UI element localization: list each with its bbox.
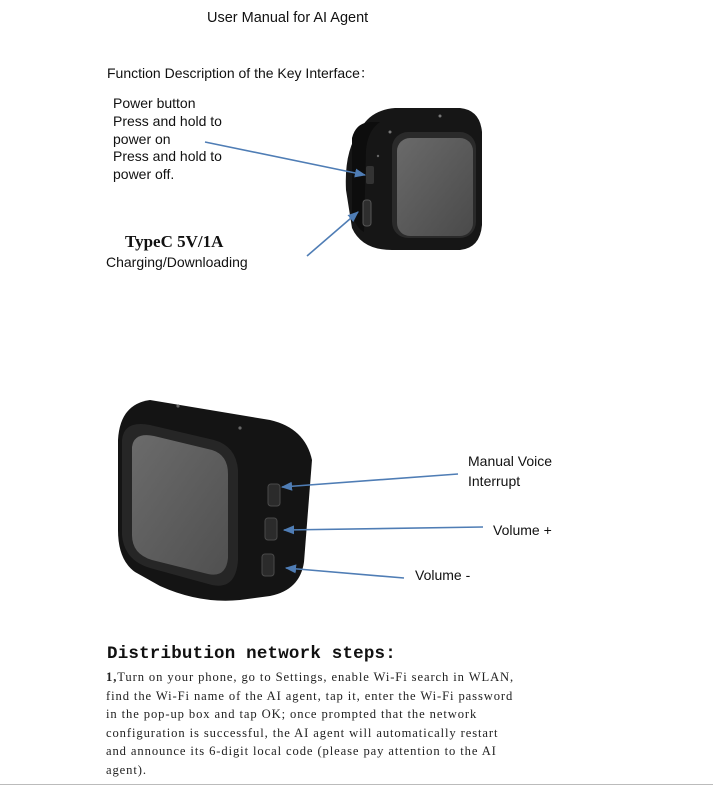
page-title: User Manual for AI Agent — [207, 10, 369, 26]
device-top-image — [346, 108, 482, 250]
power-label-line: Press and hold to — [113, 148, 222, 165]
arrow-power-button — [205, 142, 365, 175]
steps-heading: Distribution network steps: — [107, 644, 396, 664]
power-label-line: Press and hold to — [113, 112, 222, 129]
step-text: Turn on your phone, go to Settings, enable Wi-Fi search in WLAN, find the Wi-Fi name of the AI agent, tap it, enter the Wi-Fi password in the pop-up box and tap OK; once prompted that the network configuration is successful, the AI agent will automatically restart and announce its 6-digit local code (please pay attention to the AI agent). — [106, 670, 515, 777]
typec-subtitle: Charging/Downloading — [106, 254, 248, 270]
power-label-line: power off. — [113, 166, 175, 183]
arrow-volume-up — [284, 527, 483, 530]
voice-label-line: Interrupt — [468, 473, 521, 489]
typec-title: TypeC 5V/1A — [125, 232, 224, 251]
volume-up-label: Volume + — [493, 522, 552, 538]
arrow-typec-port — [307, 212, 358, 256]
section-subtitle: Function Description of the Key Interface： — [107, 65, 374, 81]
power-label-line: Power button — [113, 95, 196, 111]
volume-down-label: Volume - — [415, 567, 471, 583]
power-label-line: power on — [113, 130, 171, 147]
device-bottom-image — [118, 400, 312, 601]
arrow-volume-down — [286, 568, 404, 578]
step-number: 1, — [106, 670, 118, 684]
voice-label-line: Manual Voice — [468, 453, 553, 469]
